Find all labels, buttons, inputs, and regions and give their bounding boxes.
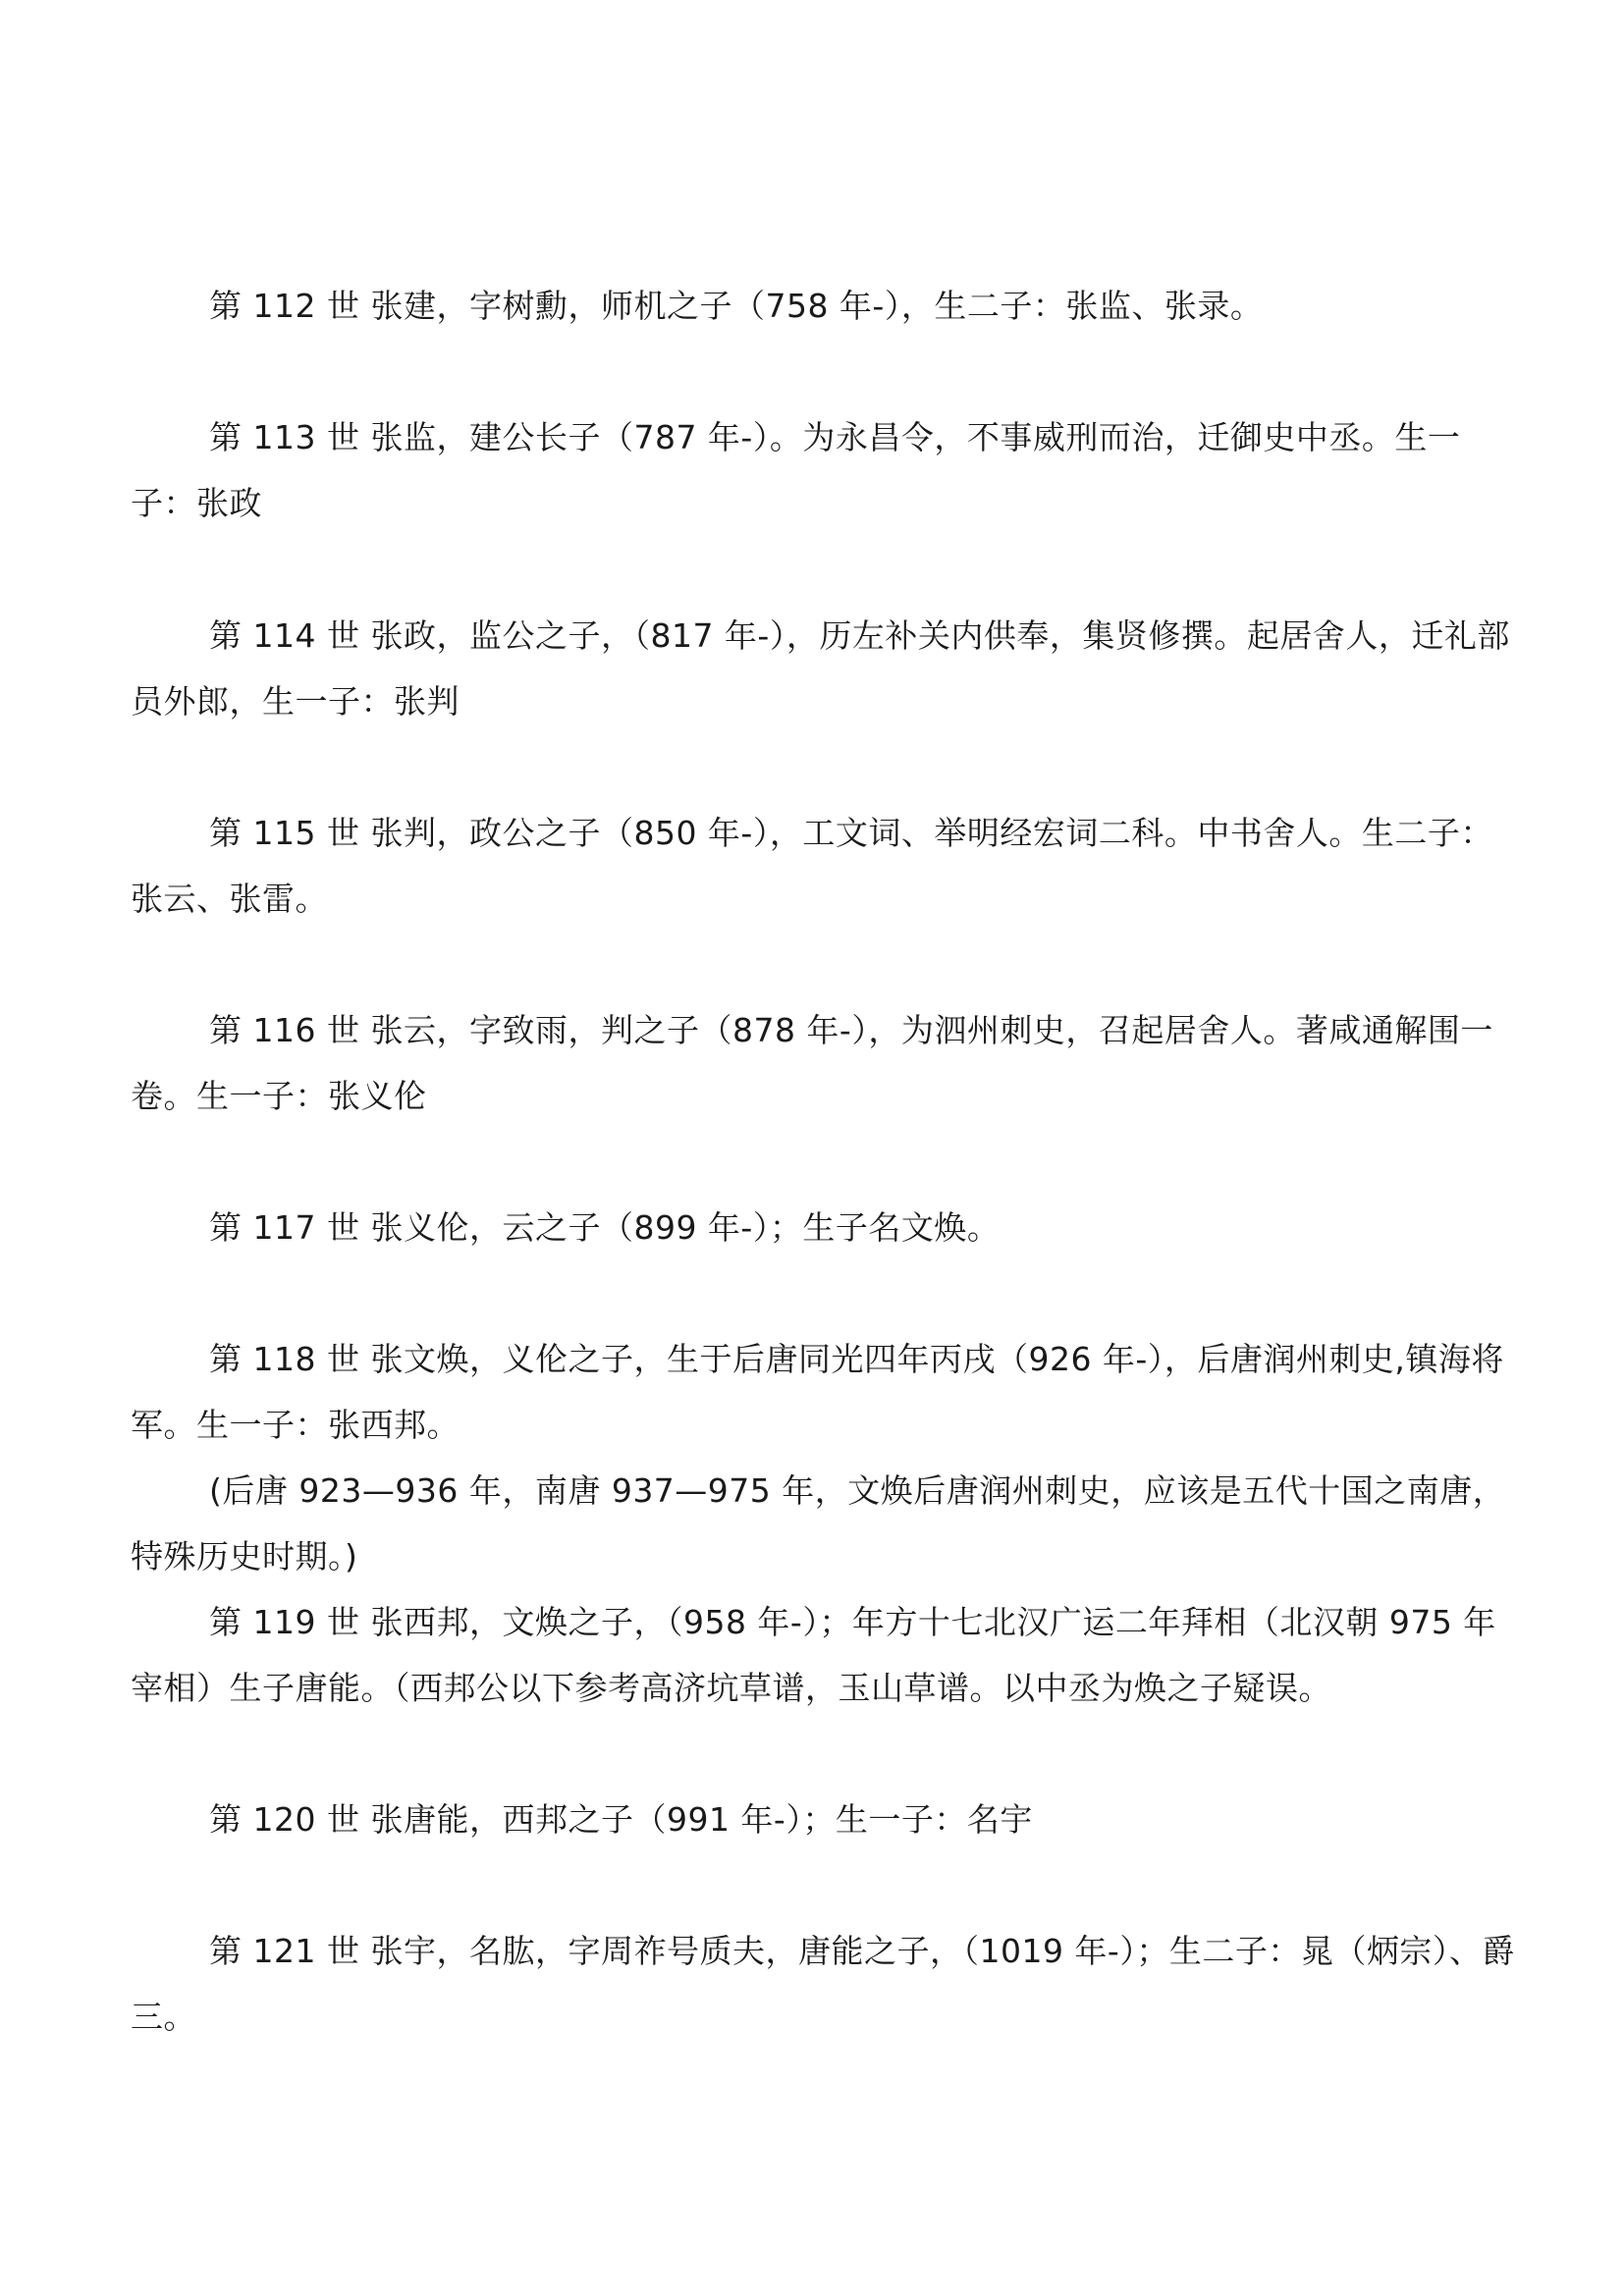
genealogy-entry-121: 第 121 世 张宇，名肱，字周祚号质夫，唐能之子，（1019 年-）；生二子：晁（炳宗）、爵三。 — [131, 1932, 1515, 2036]
genealogy-entry-115: 第 115 世 张判，政公之子（850 年-），工文词、举明经宏词二科。中书舍人。生二子：张云、张雷。 — [131, 814, 1493, 918]
genealogy-entry-117: 第 117 世 张义伦，云之子（899 年-）；生子名文焕。 — [209, 1208, 1001, 1247]
genealogy-entry-120: 第 120 世 张唐能，西邦之子（991 年-）；生一子：名宇 — [209, 1800, 1033, 1839]
genealogy-entry-112: 第 112 世 张建，字树勳，师机之子（758 年-），生二子：张监、张录。 — [209, 287, 1264, 325]
genealogy-entry-113: 第 113 世 张监，建公长子（787 年-）。为永昌令，不事威刑而治，迁御史中丞。生一子：张政 — [131, 418, 1461, 522]
genealogy-entry-118: 第 118 世 张文焕，义伦之子，生于后唐同光四年丙戌（926 年-），后唐润州刺史,镇海将军。生一子：张西邦。 — [131, 1340, 1504, 1444]
genealogy-entry-114: 第 114 世 张政，监公之子，（817 年-），历左补关内供奉，集贤修撰。起居舍人，迁礼部员外郎，生一子：张判 — [131, 616, 1510, 721]
genealogy-entry-119: 第 119 世 张西邦，文焕之子，（958 年-）；年方十七北汉广运二年拜相（北汉朝 975 年宰相）生子唐能。（西邦公以下参考高济坑草谱，玉山草谱。以中丞为焕之子疑误。 — [131, 1603, 1496, 1707]
historical-note: (后唐 923—936 年，南唐 937—975 年，文焕后唐润州刺史，应该是五代十国之南唐，特殊历史时期。) — [131, 1471, 1506, 1575]
genealogy-entry-116: 第 116 世 张云，字致雨，判之子（878 年-），为泗州刺史，召起居舍人。著咸通解围一卷。生一子：张义伦 — [131, 1011, 1493, 1115]
